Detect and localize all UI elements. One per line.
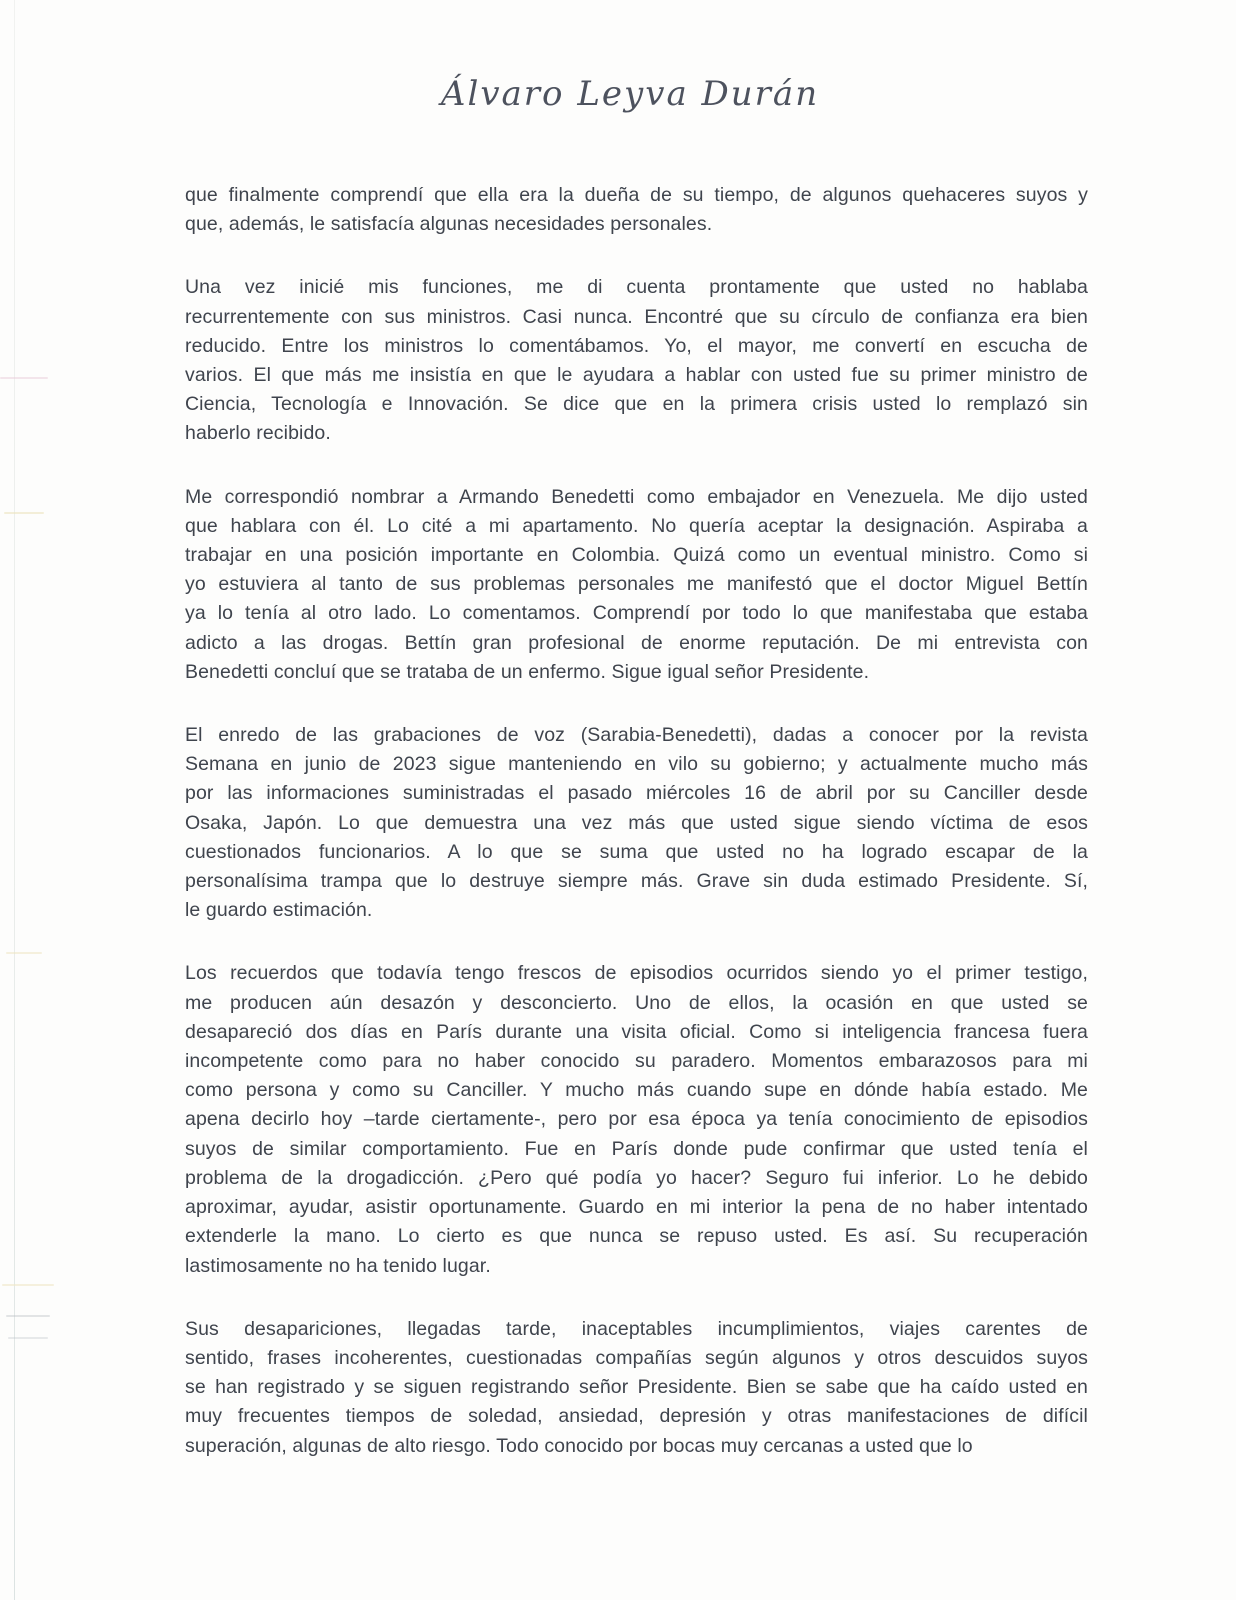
- letter-body: [185, 181, 1088, 1495]
- text-line: varios. El que más me insistía en que le ayudara a hablar con usted fue su primer ministro de: [185, 364, 1088, 387]
- text-line: aproximar, ayudar, asistir oportunamente. Guardo en mi interior la pena de no haber intentado: [185, 1196, 1088, 1219]
- text-line: como persona y como su Canciller. Y mucho más cuando supe en dónde había estado. Me: [185, 1079, 1088, 1102]
- text-line: suyos de similar comportamiento. Fue en París donde pude confirmar que usted tenía el: [185, 1137, 1088, 1160]
- text-line: muy frecuentes tiempos de soledad, ansiedad, depresión y otras manifestaciones de difícil: [185, 1405, 1088, 1428]
- text-line: personalísima trampa que lo destruye siempre más. Grave sin duda estimado Presidente. Sí,: [185, 870, 1088, 893]
- text-line: sentido, frases incoherentes, cuestionadas compañías según algunos y otros descuidos suyos: [185, 1346, 1088, 1369]
- text-line: Ciencia, Tecnología e Innovación. Se dice que en la primera crisis usted lo remplazó sin: [185, 393, 1088, 416]
- text-line: le guardo estimación.: [185, 899, 373, 922]
- paragraph: [185, 1315, 1088, 1461]
- text-line: extenderle la mano. Lo cierto es que nunca se repuso usted. Es así. Su recuperación: [185, 1225, 1088, 1248]
- text-line: adicto a las drogas. Bettín gran profesional de enorme reputación. De mi entrevista con: [185, 631, 1088, 654]
- text-line: cuestionados funcionarios. A lo que se suma que usted no ha logrado escapar de la: [185, 840, 1088, 863]
- text-line: Me correspondió nombrar a Armando Benedetti como embajador en Venezuela. Me dijo usted: [185, 485, 1088, 508]
- text-line: Osaka, Japón. Lo que demuestra una vez más que usted sigue siendo víctima de esos: [185, 811, 1088, 834]
- text-line: ya lo tenía al otro lado. Lo comentamos. Comprendí por todo lo que manifestaba que estaba: [185, 602, 1088, 625]
- text-line: Una vez inicié mis funciones, me di cuenta prontamente que usted no hablaba: [185, 276, 1088, 299]
- text-line: que hablara con él. Lo cité a mi apartamento. No quería aceptar la designación. Aspiraba a: [185, 514, 1088, 537]
- scan-artifact: [0, 377, 48, 379]
- text-line: que finalmente comprendí que ella era la dueña de su tiempo, de algunos quehaceres suyos y: [185, 184, 1088, 206]
- text-line: problema de la drogadicción. ¿Pero qué podía yo hacer? Seguro fui inferior. Lo he debido: [185, 1166, 1088, 1189]
- text-line: superación, algunas de alto riesgo. Todo conocido por bocas muy cercanas a usted que lo: [185, 1434, 973, 1457]
- text-line: lastimosamente no ha tenido lugar.: [185, 1254, 491, 1277]
- text-line: reducido. Entre los ministros lo comentábamos. Yo, el mayor, me convertí en escucha de: [185, 334, 1088, 357]
- text-line: Semana en junio de 2023 sigue manteniendo en vilo su gobierno; y actualmente mucho más: [185, 753, 1088, 776]
- scan-artifact: [6, 952, 42, 954]
- text-line: me producen aún desazón y desconcierto. Uno de ellos, la ocasión en que usted se: [185, 991, 1088, 1014]
- letterhead-signature-name: Álvaro Leyva Durán: [440, 74, 820, 114]
- text-line: trabajar en una posición importante en Colombia. Quizá como un eventual ministro. Como si: [185, 544, 1088, 567]
- text-line: Sus desapariciones, llegadas tarde, inaceptables incumplimientos, viajes carentes de: [185, 1317, 1088, 1340]
- scan-edge-artifact: [14, 0, 15, 1600]
- paragraph: [185, 959, 1088, 1280]
- text-line: incompetente como para no haber conocido su paradero. Momentos embarazosos para mi: [185, 1050, 1088, 1073]
- paragraph: [185, 181, 1088, 239]
- scan-artifact: [4, 512, 44, 514]
- text-line: desapareció dos días en París durante una visita oficial. Como si inteligencia francesa fuera: [185, 1020, 1088, 1043]
- text-line: Los recuerdos que todavía tengo frescos de episodios ocurridos siendo yo el primer testigo,: [185, 962, 1088, 985]
- text-line: haberlo recibido.: [185, 422, 331, 445]
- text-line: recurrentemente con sus ministros. Casi nunca. Encontré que su círculo de confianza era bien: [185, 305, 1088, 328]
- scan-artifact: [8, 1337, 48, 1339]
- text-line: Benedetti concluí que se trataba de un enfermo. Sigue igual señor Presidente.: [185, 660, 870, 683]
- paragraph: [185, 273, 1088, 448]
- scan-artifact: [2, 1284, 54, 1286]
- text-line: por las informaciones suministradas el pasado miércoles 16 de abril por su Canciller desde: [185, 782, 1088, 805]
- text-line: se han registrado y se siguen registrando señor Presidente. Bien se sabe que ha caído usted en: [185, 1376, 1088, 1399]
- paragraph: [185, 721, 1088, 925]
- text-line: El enredo de las grabaciones de voz (Sarabia-Benedetti), dadas a conocer por la revista: [185, 724, 1088, 747]
- paragraph: [185, 483, 1088, 687]
- text-line: que, además, le satisfacía algunas necesidades personales.: [185, 213, 713, 236]
- scan-artifact: [6, 1315, 50, 1317]
- text-line: apena decirlo hoy –tarde ciertamente-, pero por esa época ya tenía conocimiento de episodios: [185, 1108, 1088, 1131]
- text-line: yo estuviera al tanto de sus problemas personales me manifestó que el doctor Miguel Bettín: [185, 573, 1088, 596]
